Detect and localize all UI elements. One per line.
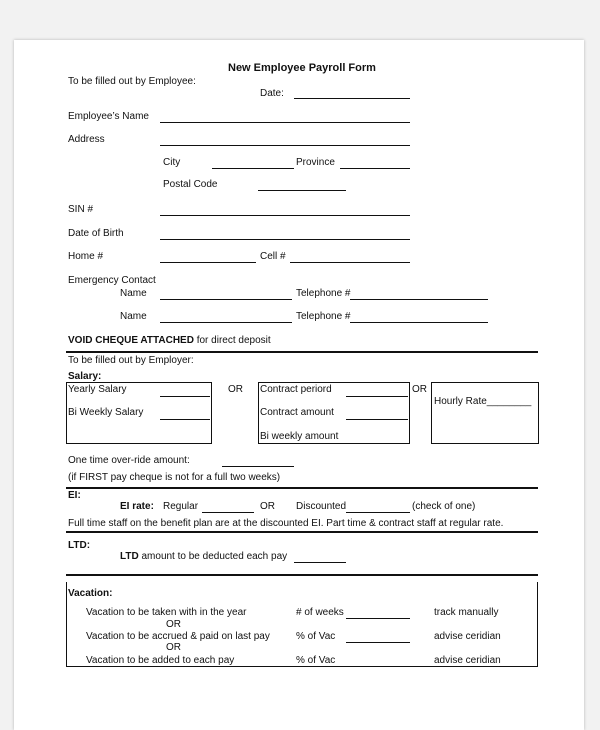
contract-period-label: Contract periord	[260, 384, 332, 395]
date-field[interactable]	[294, 98, 410, 99]
employee-section-label: To be filled out by Employee:	[68, 76, 196, 87]
emergency-name-label-2: Name	[120, 311, 147, 322]
dob-field[interactable]	[160, 239, 410, 240]
void-cheque-bold: VOID CHEQUE ATTACHED	[68, 335, 194, 346]
postal-code-field[interactable]	[258, 190, 346, 191]
address-label: Address	[68, 134, 105, 145]
ltd-bold: LTD	[120, 551, 139, 562]
biweekly-salary-label: Bi Weekly Salary	[68, 407, 144, 418]
ei-regular-check[interactable]	[202, 512, 254, 513]
emergency-telephone-field-2[interactable]	[350, 322, 488, 323]
vacation-heading: Vacation:	[68, 588, 113, 599]
ei-check-note: (check of one)	[412, 501, 476, 512]
cell-phone-label: Cell #	[260, 251, 286, 262]
biweekly-amount-label: Bi weekly amount	[260, 431, 339, 442]
province-label: Province	[296, 157, 335, 168]
vacation-row1-label: Vacation to be taken with in the year	[86, 607, 247, 618]
emergency-telephone-field-1[interactable]	[350, 299, 488, 300]
salary-or-1: OR	[228, 384, 243, 395]
void-cheque-note	[68, 335, 271, 347]
salary-or-2: OR	[412, 384, 427, 395]
override-note: (if FIRST pay cheque is not for a full two weeks)	[68, 472, 281, 483]
emergency-contact-label: Emergency Contact	[68, 275, 156, 286]
city-label: City	[163, 157, 181, 168]
divider-ltd	[66, 531, 538, 533]
vacation-row3-label: Vacation to be added to each pay	[86, 655, 235, 666]
divider-vacation	[66, 574, 538, 576]
contract-amount-field[interactable]	[346, 419, 408, 420]
yearly-salary-field[interactable]	[160, 396, 210, 397]
hourly-box	[431, 382, 539, 444]
province-field[interactable]	[340, 168, 410, 169]
ei-or-label: OR	[260, 501, 275, 512]
ltd-heading: LTD:	[68, 540, 91, 551]
sin-label: SIN #	[68, 204, 94, 215]
ei-note: Full time staff on the benefit plan are at the discounted EI. Part time & contract staff at regular rate.	[68, 518, 504, 529]
contract-period-field[interactable]	[346, 396, 408, 397]
ltd-rest: amount to be deducted each pay	[141, 551, 288, 562]
override-label: One time over-ride amount:	[68, 455, 190, 466]
vacation-row3-mid: % of Vac	[296, 655, 336, 666]
cell-phone-field[interactable]	[290, 262, 410, 263]
dob-label: Date of Birth	[68, 228, 124, 239]
hourly-rate-label[interactable]: Hourly Rate________	[434, 396, 532, 407]
ei-rate-label: EI rate:	[120, 501, 154, 512]
employee-name-field[interactable]	[160, 122, 410, 123]
contract-amount-label: Contract amount	[260, 407, 334, 418]
vacation-row2-mid: % of Vac	[296, 631, 336, 642]
form-title: New Employee Payroll Form	[228, 62, 376, 74]
divider-employer	[66, 351, 538, 353]
ei-heading: EI:	[68, 490, 81, 501]
sin-field[interactable]	[160, 215, 410, 216]
vacation-or-1: OR	[166, 619, 181, 630]
ei-discounted-label: Discounted	[296, 501, 347, 512]
emergency-name-field-1[interactable]	[160, 299, 292, 300]
ei-discounted-check[interactable]	[346, 512, 410, 513]
employee-name-label: Employee’s Name	[68, 111, 149, 122]
home-phone-field[interactable]	[160, 262, 256, 263]
vacation-row3-right: advise ceridian	[434, 655, 501, 666]
address-field[interactable]	[160, 145, 410, 146]
vacation-row1-mid: # of weeks	[296, 607, 344, 618]
ei-regular-label: Regular	[163, 501, 199, 512]
vacation-row2-right: advise ceridian	[434, 631, 501, 642]
ltd-line	[120, 551, 287, 563]
biweekly-salary-field[interactable]	[160, 419, 210, 420]
salary-heading: Salary:	[68, 371, 102, 382]
override-field[interactable]	[222, 466, 294, 467]
emergency-name-field-2[interactable]	[160, 322, 292, 323]
yearly-salary-label: Yearly Salary	[68, 384, 127, 395]
home-phone-label: Home #	[68, 251, 104, 262]
emergency-telephone-label-1: Telephone #	[296, 288, 351, 299]
emergency-telephone-label-2: Telephone #	[296, 311, 351, 322]
city-field[interactable]	[212, 168, 294, 169]
vacation-or-2: OR	[166, 642, 181, 653]
void-cheque-rest: for direct deposit	[196, 335, 271, 346]
postal-code-label: Postal Code	[163, 179, 218, 190]
form-page	[14, 40, 584, 730]
ltd-amount-field[interactable]	[294, 562, 346, 563]
date-label: Date:	[260, 88, 284, 99]
vacation-box	[66, 582, 538, 667]
employer-section-label: To be filled out by Employer:	[68, 355, 194, 366]
vacation-row1-right: track manually	[434, 607, 499, 618]
emergency-name-label-1: Name	[120, 288, 147, 299]
vacation-row2-label: Vacation to be accrued & paid on last pay	[86, 631, 270, 642]
divider-ei	[66, 487, 538, 489]
